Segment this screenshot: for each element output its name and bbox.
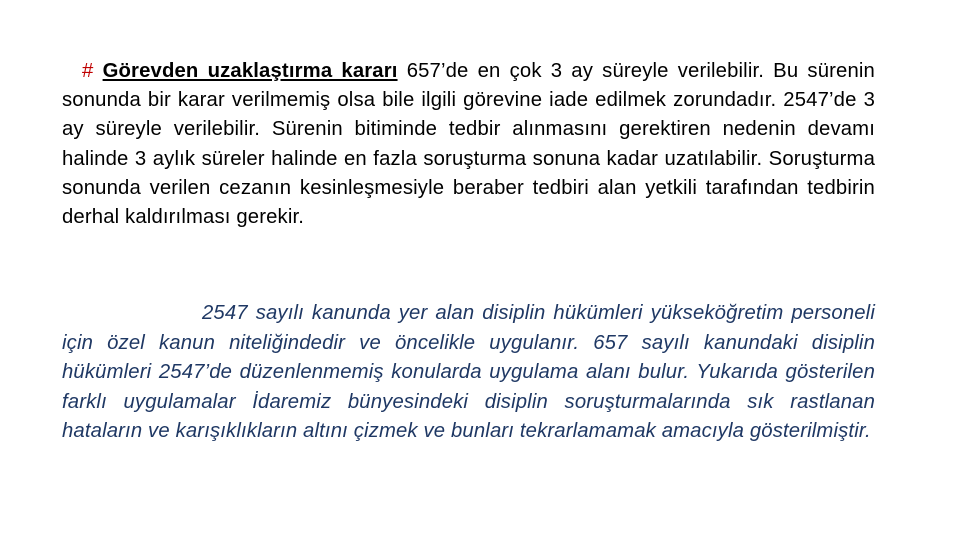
hash-bullet: # bbox=[82, 60, 94, 82]
paragraph-body-text: 2547 sayılı kanunda yer alan disiplin hükümleri yükseköğretim personeli için özel kanun niteliğindedir ve öncelikle uygulanır. 657 sayılı kanundaki disiplin hükümleri 2547’de düzenlenmemiş konularda uygulama alanı bulur. Yukarıda gösterilen farklı uygulamalar İdaremiz bünyesindeki disiplin soruşturmalarında sık rastlanan hataların ve karışıklıkların altını çizmek ve bunları tekrarlamamak amacıyla gösterilmiştir. bbox=[62, 302, 875, 443]
paragraph-suspension-decision bbox=[62, 57, 875, 232]
paragraph-body-text: 657’de en çok 3 ay süreyle verilebilir. Bu sürenin sonunda bir karar verilmemiş olsa bile ilgili görevine iade edilmek zorundadır. 2547’de 3 ay süreyle verilebilir. Sürenin bitiminde tedbir alınmasını gerektiren nedenin devamı halinde 3 aylık süreler halinde en fazla soruşturma sonuna kadar uzatılabilir. Soruşturma sonunda verilen cezanın kesinleşmesiyle beraber tedbiri alan yetkili tarafından tedbirin derhal kaldırılması gerekir. bbox=[62, 60, 875, 229]
paragraph-heading: Görevden uzaklaştırma kararı bbox=[102, 60, 398, 82]
paragraph-disciplinary-provisions bbox=[62, 299, 875, 447]
